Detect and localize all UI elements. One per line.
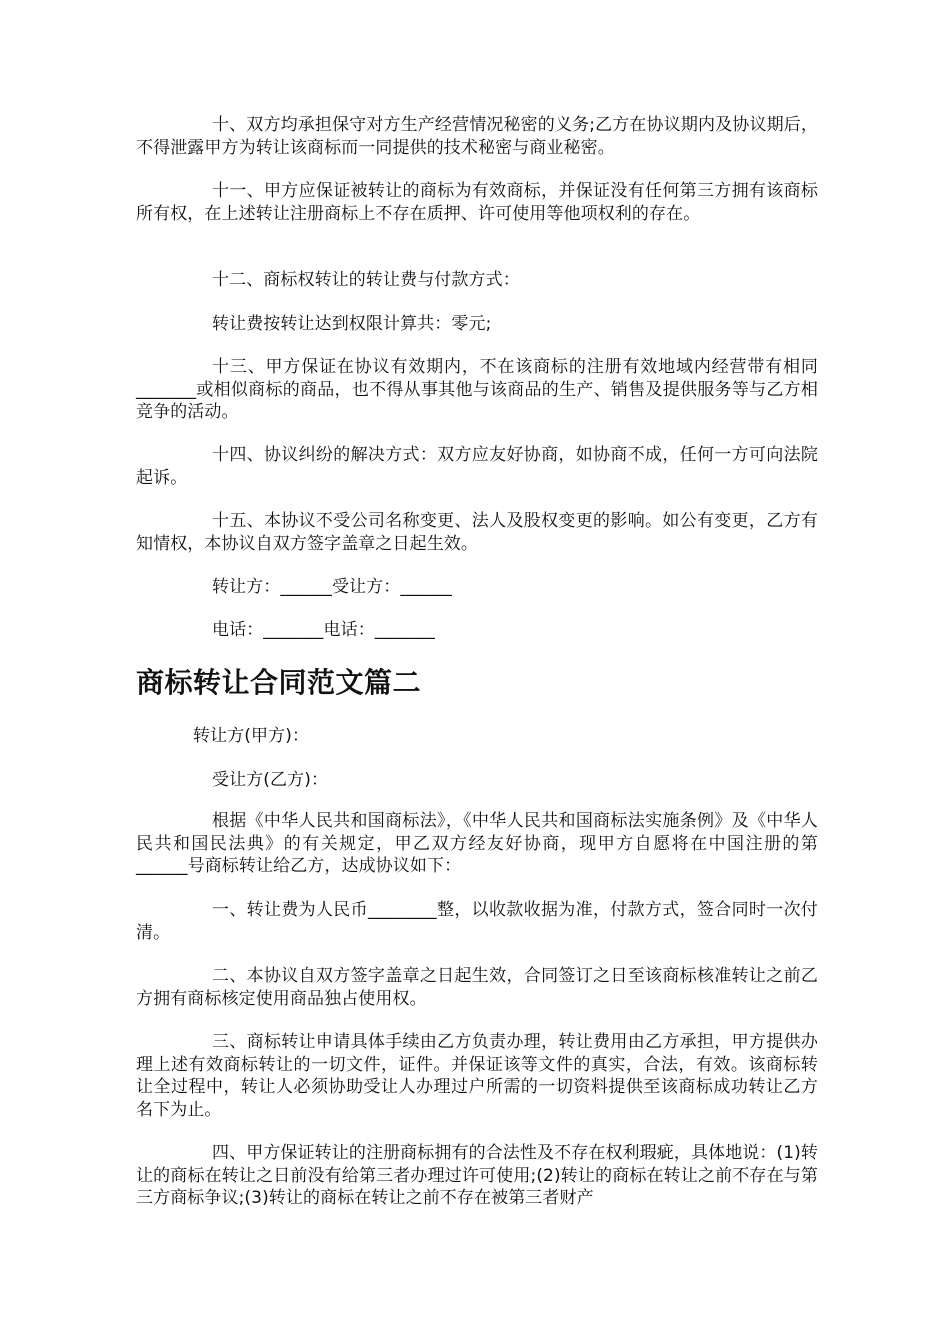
contract-intro: 根据《中华人民共和国商标法》，《中华人民共和国商标法实施条例》及《中华人民共和国民法典》的有关规定，甲乙双方经友好协商，现甲方自愿将在中国注册的第______号商标转让给乙方，达成协议如下： — [136, 811, 818, 877]
clause-14: 十四、协议纠纷的解决方式：双方应友好协商，如协商不成，任何一方可向法院起诉。 — [136, 445, 818, 488]
clause-10: 十、双方均承担保守对方生产经营情况秘密的义务;乙方在协议期内及协议期后，不得泄露甲方为转让该商标而一同提供的技术秘密与商业秘密。 — [136, 115, 818, 158]
clause-11: 十一、甲方应保证被转让的商标为有效商标，并保证没有任何第三方拥有该商标所有权，在上述转让注册商标上不存在质押、许可使用等他项权利的存在。 — [136, 181, 818, 224]
clause-12: 十二、商标权转让的转让费与付款方式： — [212, 270, 520, 290]
contract-clause-1: 一、转让费为人民币________整，以收款收据为准，付款方式，签合同时一次付清。 — [136, 900, 818, 943]
signature-line: 转让方：______受让方：______ — [212, 577, 452, 597]
contract-clause-2: 二、本协议自双方签字盖章之日起生效，合同签订之日至该商标核准转让之前乙方拥有商标核定使用商品独占使用权。 — [136, 966, 818, 1009]
clause-13: 十三、甲方保证在协议有效期内，不在该商标的注册有效地域内经营带有相同_______或相似商标的商品，也不得从事其他与该商品的生产、销售及提供服务等与乙方相竞争的活动。 — [136, 357, 818, 423]
contract-clause-3: 三、商标转让申请具体手续由乙方负责办理，转让费用由乙方承担，甲方提供办理上述有效商标转让的一切文件，证件。并保证该等文件的真实，合法，有效。该商标转让全过程中，转让人必须协助受让人办理过户所需的一切资料提供至该商标成功转让乙方名下为止。 — [136, 1032, 818, 1120]
clause-15: 十五、本协议不受公司名称变更、法人及股权变更的影响。如公有变更，乙方有知情权，本协议自双方签字盖章之日起生效。 — [136, 511, 818, 554]
contract-clause-4: 四、甲方保证转让的注册商标拥有的合法性及不存在权利瑕疵，具体地说：(1)转让的商标在转让之日前没有给第三者办理过许可使用;(2)转让的商标在转让之前不存在与第三方商标争议;(3)转让的商标在转让之前不存在被第三者财产 — [136, 1143, 818, 1209]
party-a-line: 转让方(甲方)： — [193, 726, 310, 746]
phone-line: 电话：_______电话：_______ — [212, 620, 435, 640]
transfer-fee-line: 转让费按转让达到权限计算共：零元; — [212, 314, 492, 334]
section-title: 商标转让合同范文篇二 — [136, 666, 422, 699]
party-b-line: 受让方(乙方)： — [212, 770, 329, 790]
